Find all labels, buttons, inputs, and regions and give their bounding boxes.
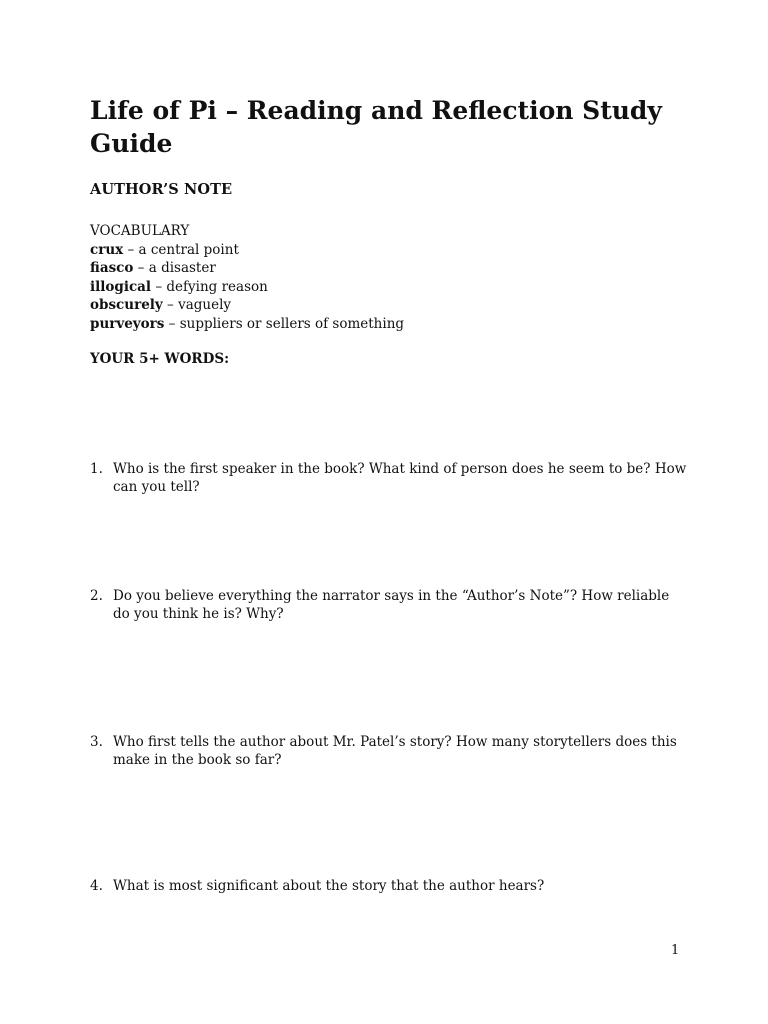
question-number: 1.	[90, 461, 103, 477]
vocabulary-definition: – defying reason	[151, 278, 268, 295]
question-number: 4.	[90, 878, 103, 894]
vocabulary-item	[90, 241, 404, 259]
page-number: 1	[671, 943, 680, 958]
vocabulary-item	[90, 315, 404, 333]
vocabulary-item	[90, 278, 404, 296]
document-title: Life of Pi – Reading and Reflection Study Guide	[90, 96, 662, 158]
vocabulary-definition: – a central point	[123, 242, 239, 258]
vocabulary-term: crux	[90, 242, 124, 258]
vocabulary-definition: – vaguely	[162, 297, 232, 314]
question-text: Who first tells the author about Mr. Patel’s story? How many storytellers does this make in the book so far?	[113, 734, 677, 769]
vocabulary-term: illogical	[90, 278, 152, 295]
question-2	[90, 587, 690, 624]
question-number: 2.	[90, 588, 103, 604]
question-1	[90, 460, 690, 497]
your-words-label: YOUR 5+ WORDS:	[90, 351, 230, 367]
vocabulary-definition: – suppliers or sellers of something	[164, 315, 405, 332]
question-text: Do you believe everything the narrator says in the “Author’s Note”? How reliable do you think he is? Why?	[113, 588, 670, 623]
vocabulary-term: obscurely	[90, 297, 163, 314]
question-text: What is most significant about the story that the author hears?	[113, 878, 545, 894]
question-4	[90, 877, 690, 895]
vocabulary-definition: – a disaster	[133, 260, 216, 277]
section-heading: AUTHOR’S NOTE	[90, 181, 233, 198]
question-text: Who is the first speaker in the book? What kind of person does he seem to be? How can you tell?	[113, 461, 687, 496]
vocabulary-term: fiasco	[90, 260, 134, 277]
vocabulary-term: purveyors	[90, 315, 165, 332]
vocabulary-item	[90, 259, 404, 277]
vocabulary-heading: VOCABULARY	[90, 223, 190, 239]
question-number: 3.	[90, 734, 103, 750]
question-3	[90, 733, 690, 770]
vocabulary-list	[90, 241, 404, 333]
vocabulary-item	[90, 296, 404, 314]
